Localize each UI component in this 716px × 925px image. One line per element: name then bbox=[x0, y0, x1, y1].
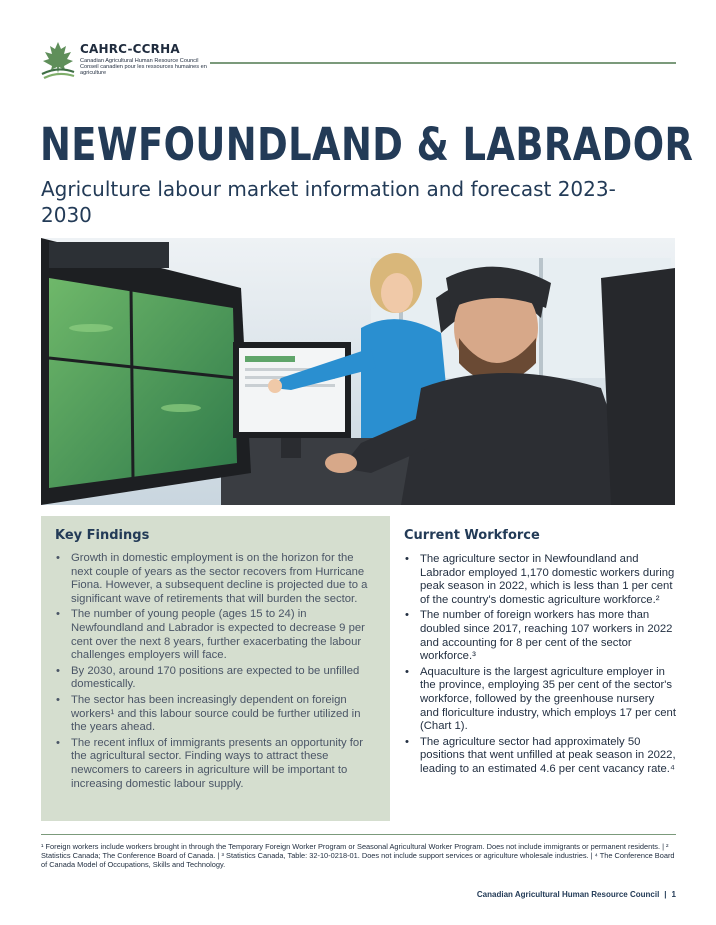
footnotes: ¹ Foreign workers include workers brought in through the Temporary Foreign Worker Program or Seasonal Agricultural Worker Program. Does not include immigrants or permanent residents. | ² Statistics Canada; The Conference Board of Canada. | ³ Statistics Canada, Table: 32-10-0218-01. Does not include support services or agriculture wholesale industries. | ⁴ The Conference Board of Canada Model of Occupations, Skills and Technology. bbox=[41, 842, 675, 869]
footnote-divider bbox=[41, 834, 676, 835]
current-workforce-heading: Current Workforce bbox=[404, 528, 540, 543]
header-divider bbox=[210, 62, 676, 64]
maple-leaf-logo-icon bbox=[40, 40, 76, 80]
list-item: • Aquaculture is the largest agriculture employer in the province, employing 35 per cent of the sector's workforce, followed by the greenhouse nursery and floriculture industry, which employs 17 per cent (Chart 1). bbox=[404, 666, 676, 734]
current-workforce-list bbox=[404, 553, 676, 777]
list-item: • The number of young people (ages 15 to 24) in Newfoundland and Labrador is expected to decrease 9 per cent over the next 8 years, further exacerbating the labour challenges employers will face. bbox=[55, 608, 376, 662]
page-footer bbox=[477, 890, 676, 899]
key-findings-list bbox=[55, 552, 376, 791]
page-subtitle: Agriculture labour market information and forecast 2023-2030 bbox=[41, 177, 616, 227]
header bbox=[40, 38, 676, 88]
list-item: • The number of foreign workers has more than doubled since 2017, reaching 107 workers in 2022 and accounting for 8 per cent of the sector workforce.³ bbox=[404, 609, 676, 663]
footer-separator: | bbox=[664, 890, 667, 899]
page-number: 1 bbox=[671, 890, 676, 899]
list-item: • The agriculture sector had approximately 50 positions that went unfilled at peak season in 2022, leading to an estimated 4.6 per cent vacancy rate.⁴ bbox=[404, 736, 676, 777]
logo-name: CAHRC-CCRHA bbox=[80, 42, 180, 56]
key-findings-panel bbox=[41, 516, 390, 821]
logo-line-english: Canadian Agricultural Human Resource Council bbox=[80, 58, 199, 64]
list-item: • The agriculture sector in Newfoundland and Labrador employed 1,170 domestic workers during peak season in 2022, which is less than 1 per cent of the country's domestic agriculture workforce.² bbox=[404, 553, 676, 607]
list-item: • Growth in domestic employment is on the horizon for the next couple of years as the sector recovers from Hurricane Fiona. However, a subsequent decline is projected due to a significant wave of retirements that will burden the sector. bbox=[55, 552, 376, 606]
hero-photo bbox=[41, 238, 675, 505]
current-workforce-section bbox=[404, 516, 676, 779]
logo-line-french: Conseil canadien pour les ressources humaines en agriculture bbox=[80, 64, 207, 77]
logo-subtitle bbox=[80, 58, 230, 77]
list-item: • By 2030, around 170 positions are expected to be unfilled domestically. bbox=[55, 665, 376, 692]
list-item: • The recent influx of immigrants presents an opportunity for the agricultural sector. Finding ways to attract these newcomers to careers in agriculture will be important to increasing domestic labour supply. bbox=[55, 737, 376, 791]
photo-illustration bbox=[41, 238, 675, 505]
key-findings-heading: Key Findings bbox=[55, 528, 150, 543]
list-item: • The sector has been increasingly dependent on foreign workers¹ and this labour source could be further utilized in the years ahead. bbox=[55, 694, 376, 735]
page-title: NEWFOUNDLAND & LABRADOR bbox=[40, 118, 694, 171]
footer-org: Canadian Agricultural Human Resource Council bbox=[476, 890, 660, 899]
